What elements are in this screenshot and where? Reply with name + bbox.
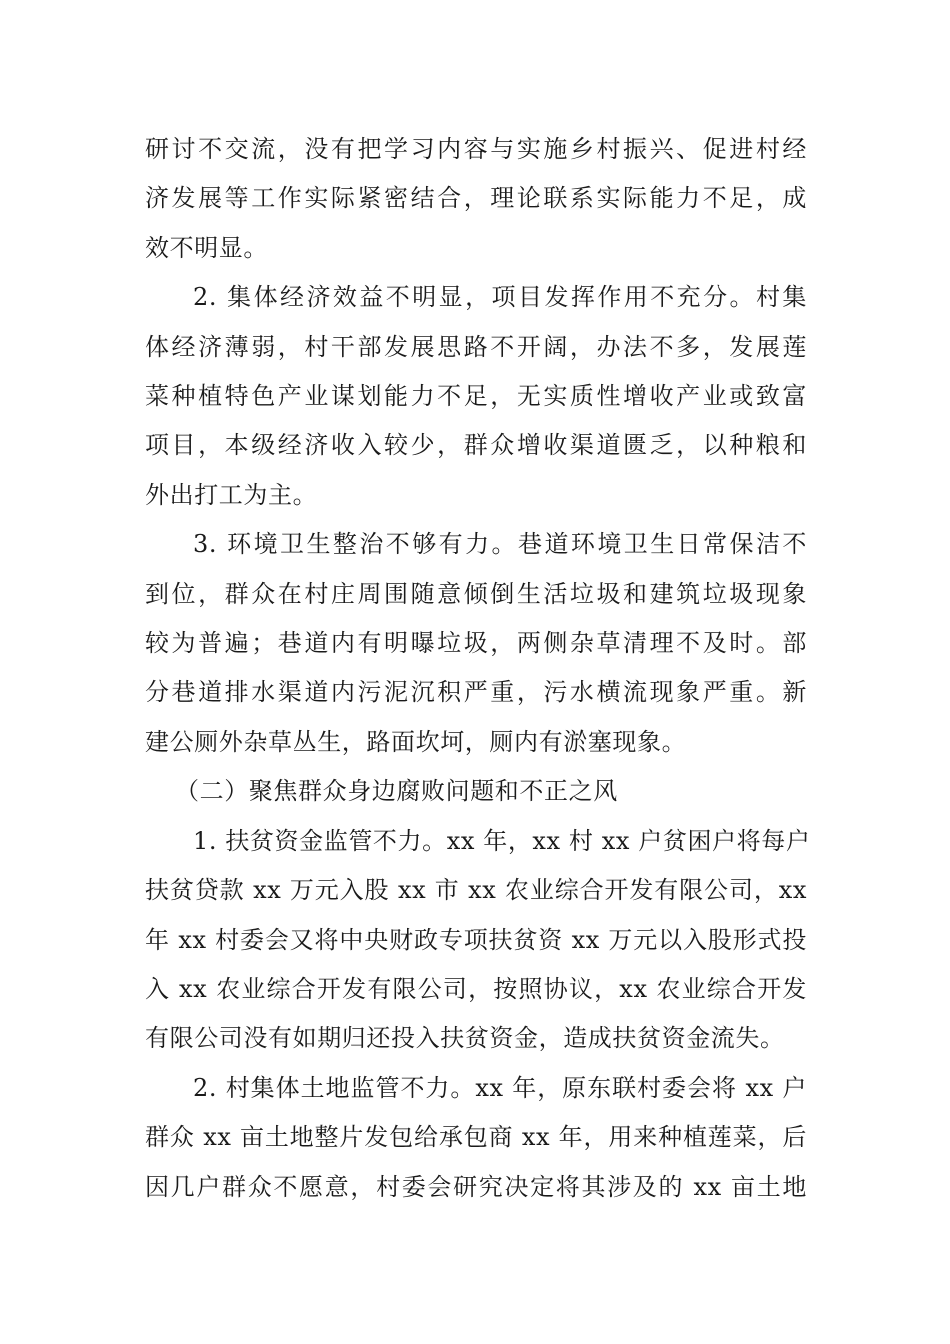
paragraph-continuation	[145, 125, 807, 273]
text-line: 群众 xx 亩土地整片发包给承包商 xx 年，用来种植莲菜，后	[145, 1123, 807, 1152]
text-line: 分巷道排水渠道内污泥沉积严重，污水横流现象严重。新	[145, 678, 807, 707]
text-line: 研讨不交流，没有把学习内容与实施乡村振兴、促进村经	[145, 135, 807, 163]
text-line: 2. 村集体土地监管不力。xx 年，原东联村委会将 xx 户	[193, 1073, 807, 1102]
text-line: 济发展等工作实际紧密结合，理论联系实际能力不足，成	[145, 184, 807, 213]
paragraph-land-supervision	[145, 1064, 807, 1212]
text-line: 扶贫贷款 xx 万元入股 xx 市 xx 农业综合开发有限公司，xx	[145, 876, 807, 905]
text-line: 建公厕外杂草丛生，路面坎坷，厕内有淤塞现象。	[145, 727, 687, 756]
text-line: 体经济薄弱，村干部发展思路不开阔，办法不多，发展莲	[145, 332, 807, 361]
text-line: 因几户群众不愿意，村委会研究决定将其涉及的 xx 亩土地	[145, 1172, 807, 1201]
text-line: 入 xx 农业综合开发有限公司，按照协议，xx 农业综合开发	[145, 974, 807, 1003]
text-line: 有限公司没有如期归还投入扶贫资金，造成扶贫资金流失。	[145, 1024, 785, 1053]
paragraph-environment	[145, 520, 807, 767]
text-line: 效不明显。	[145, 233, 268, 262]
document-body	[145, 125, 811, 1212]
section-heading	[145, 767, 807, 816]
text-line: 到位，群众在村庄周围随意倾倒生活垃圾和建筑垃圾现象	[145, 579, 807, 608]
text-line: 年 xx 村委会又将中央财政专项扶贫资 xx 万元以入股形式投	[145, 925, 807, 954]
paragraph-collective-economy	[145, 273, 807, 520]
text-line: 1. 扶贫资金监管不力。xx 年，xx 村 xx 户贫困户将每户	[193, 826, 811, 855]
text-line: 菜种植特色产业谋划能力不足，无实质性增收产业或致富	[145, 382, 807, 411]
text-line: 外出打工为主。	[145, 480, 318, 509]
text-line: 项目，本级经济收入较少，群众增收渠道匮乏，以种粮和	[145, 431, 807, 460]
heading-line: （二）聚焦群众身边腐败问题和不正之风	[175, 777, 618, 806]
paragraph-poverty-funds	[145, 817, 811, 1064]
text-line: 3. 环境卫生整治不够有力。巷道环境卫生日常保洁不	[193, 530, 807, 559]
text-line: 2. 集体经济效益不明显，项目发挥作用不充分。村集	[193, 283, 807, 312]
text-line: 较为普遍；巷道内有明曝垃圾，两侧杂草清理不及时。部	[145, 629, 807, 658]
